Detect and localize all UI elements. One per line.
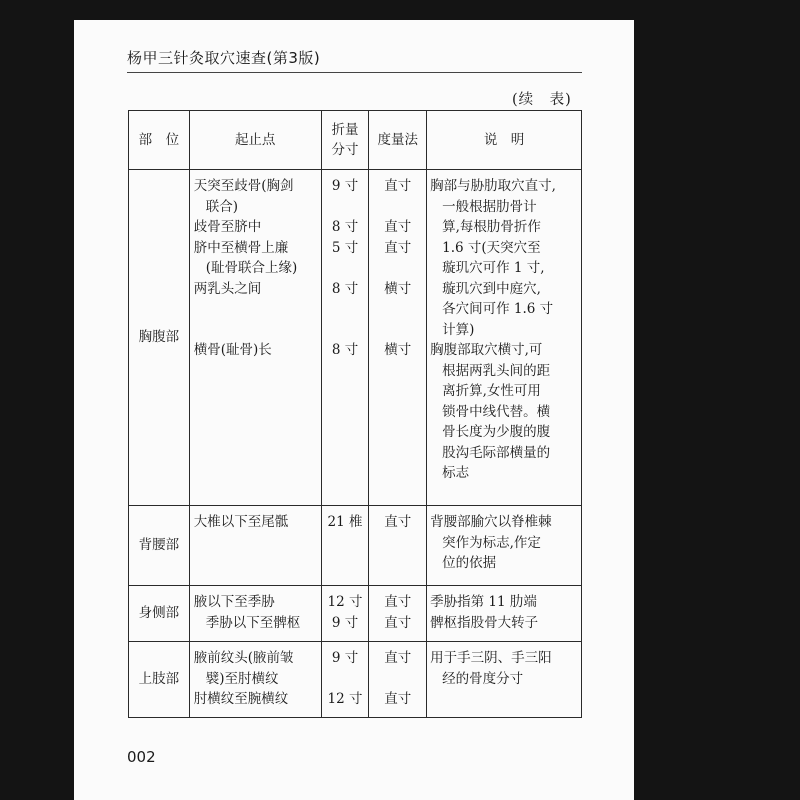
method-value: 横寸 bbox=[384, 280, 412, 297]
note-cell bbox=[427, 586, 582, 642]
header-cun-line1: 折量 bbox=[331, 122, 359, 138]
point-line: (耻骨联合上缘) bbox=[205, 260, 298, 276]
method-value: 直寸 bbox=[384, 594, 412, 610]
point-line: 脐中至横骨上廉 bbox=[193, 239, 289, 256]
method-value: 直寸 bbox=[384, 691, 412, 707]
header-points: 起止点 bbox=[189, 111, 321, 170]
header-rule bbox=[127, 72, 582, 73]
note-line: 胸部与胁肋取穴直寸, bbox=[430, 178, 556, 194]
cun-cell bbox=[321, 506, 369, 586]
note-line: 标志 bbox=[442, 465, 470, 481]
page-number: 002 bbox=[127, 748, 156, 766]
note-line: 位的依据 bbox=[442, 555, 497, 571]
note-line: 季胁指第 11 肋端 bbox=[430, 594, 537, 610]
header-note: 说 明 bbox=[427, 111, 582, 170]
part-label: 背腰部 bbox=[129, 506, 190, 586]
note-line: 算,每根肋骨折作 bbox=[442, 219, 541, 235]
note-line: 突作为标志,作定 bbox=[442, 534, 541, 551]
method-value: 直寸 bbox=[384, 514, 412, 530]
point-line: 大椎以下至尾骶 bbox=[193, 514, 289, 530]
note-line: 经的骨度分寸 bbox=[442, 670, 524, 687]
point-line: 天突至歧骨(胸剑 bbox=[193, 178, 294, 194]
note-line: 各穴间可作 1.6 寸 bbox=[442, 301, 554, 317]
note-line: 锁骨中线代替。横 bbox=[442, 403, 551, 420]
note-line: 根据两乳头间的距 bbox=[442, 362, 551, 379]
note-line: 离折算,女性可用 bbox=[442, 383, 541, 399]
table-header-row bbox=[129, 111, 582, 170]
method-cell bbox=[369, 170, 427, 506]
points-cell bbox=[189, 170, 321, 506]
method-cell bbox=[369, 642, 427, 718]
point-line: 两乳头之间 bbox=[193, 280, 262, 297]
note-line: 用于手三阴、手三阳 bbox=[430, 650, 552, 666]
points-cell bbox=[189, 586, 321, 642]
point-line: 联合) bbox=[205, 198, 239, 215]
method-cell bbox=[369, 506, 427, 586]
header-cun-line2: 分寸 bbox=[331, 142, 359, 158]
cun-value: 12 寸 bbox=[327, 594, 363, 610]
method-value: 直寸 bbox=[384, 239, 412, 256]
note-line: 璇玑穴到中庭穴, bbox=[442, 280, 541, 297]
point-line: 横骨(耻骨)长 bbox=[193, 342, 272, 358]
cun-cell bbox=[321, 642, 369, 718]
point-line: 腋前纹头(腋前皱 bbox=[193, 650, 294, 666]
note-line: 胸腹部取穴横寸,可 bbox=[430, 342, 543, 358]
point-line: 季胁以下至髀枢 bbox=[205, 614, 301, 631]
method-value: 直寸 bbox=[384, 614, 412, 631]
point-line: 腋以下至季胁 bbox=[193, 594, 275, 610]
bone-measurement-table bbox=[128, 110, 582, 718]
note-line: 一般根据肋骨计 bbox=[442, 198, 537, 215]
note-line: 骨长度为少腹的腹 bbox=[442, 424, 551, 440]
note-line: 计算) bbox=[442, 321, 475, 338]
point-line: 肘横纹至腕横纹 bbox=[193, 691, 289, 707]
cun-cell bbox=[321, 586, 369, 642]
cun-value: 8 寸 bbox=[331, 342, 359, 358]
method-cell bbox=[369, 586, 427, 642]
note-line: 1.6 寸(天突穴至 bbox=[442, 239, 541, 256]
points-cell bbox=[189, 642, 321, 718]
running-title: 杨甲三针灸取穴速查(第3版) bbox=[127, 49, 321, 67]
note-line: 璇玑穴可作 1 寸, bbox=[442, 260, 545, 276]
method-value: 直寸 bbox=[384, 650, 412, 666]
note-line: 背腰部腧穴以脊椎棘 bbox=[430, 514, 552, 530]
table-row bbox=[129, 642, 582, 718]
points-cell bbox=[189, 506, 321, 586]
note-cell bbox=[427, 642, 582, 718]
part-label: 上肢部 bbox=[129, 642, 190, 718]
note-line: 髀枢指股骨大转子 bbox=[430, 614, 539, 631]
table-row bbox=[129, 586, 582, 642]
cun-value: 5 寸 bbox=[331, 239, 359, 256]
cun-value: 12 寸 bbox=[327, 691, 363, 707]
header-method: 度量法 bbox=[369, 111, 427, 170]
table-row bbox=[129, 170, 582, 506]
part-label: 身侧部 bbox=[129, 586, 190, 642]
cun-value: 9 寸 bbox=[331, 178, 359, 194]
cun-value: 9 寸 bbox=[331, 614, 359, 631]
note-line: 股沟毛际部横量的 bbox=[442, 444, 551, 461]
continued-label: (续 表) bbox=[512, 92, 572, 108]
header-part: 部 位 bbox=[129, 111, 190, 170]
point-line: 襞)至肘横纹 bbox=[205, 670, 279, 687]
cun-cell bbox=[321, 170, 369, 506]
header-cun bbox=[321, 111, 369, 170]
cun-value: 21 椎 bbox=[327, 514, 363, 530]
table-row bbox=[129, 506, 582, 586]
cun-value: 8 寸 bbox=[331, 219, 359, 235]
note-cell bbox=[427, 170, 582, 506]
part-label: 胸腹部 bbox=[129, 170, 190, 506]
book-page bbox=[74, 20, 634, 800]
method-value: 横寸 bbox=[384, 342, 412, 358]
note-cell bbox=[427, 506, 582, 586]
method-value: 直寸 bbox=[384, 178, 412, 194]
method-value: 直寸 bbox=[384, 219, 412, 235]
point-line: 歧骨至脐中 bbox=[193, 219, 262, 235]
cun-value: 8 寸 bbox=[331, 280, 359, 297]
cun-value: 9 寸 bbox=[331, 650, 359, 666]
